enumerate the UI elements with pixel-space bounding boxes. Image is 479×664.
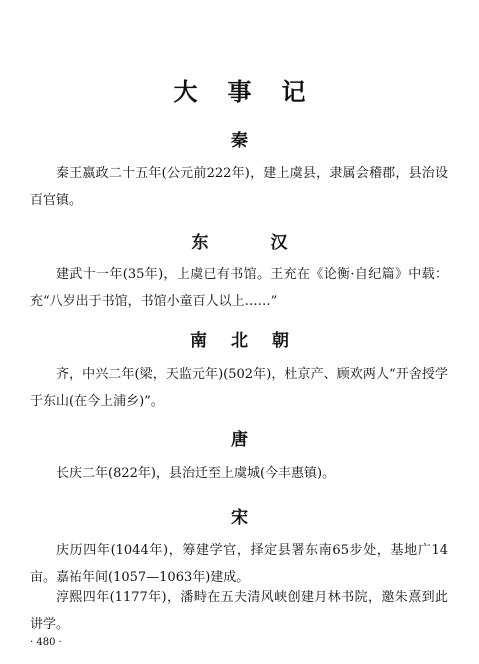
section-heading-song: 宋 bbox=[231, 508, 248, 528]
section-heading-qin: 秦 bbox=[231, 131, 248, 151]
paragraph-song-2: 淳熙四年(1177年)，潘畤在五夫清风峡创建月林书院，邀朱熹到此讲学。 bbox=[30, 590, 448, 632]
section-heading-nanbeichao: 南北朝 bbox=[190, 331, 313, 351]
paragraph-song-1: 庆历四年(1044年)，筹建学官，择定县署东南65步处，基地广14亩。嘉祐年间(1057—1063年)建成。 bbox=[30, 543, 448, 585]
paragraph-nanbeichao-1: 齐，中兴二年(梁，天监元年)(502年)，杜京产、顾欢两人“开舍授学于东山(在今上浦乡)”。 bbox=[30, 367, 448, 409]
paragraph-tang-1: 长庆二年(822年)，县治迁至上虞城(今丰惠镇)。 bbox=[56, 466, 336, 481]
paragraph-qin-1: 秦王嬴政二十五年(公元前222年)，建上虞县，隶属会稽郡，县治设百官镇。 bbox=[30, 166, 448, 208]
section-heading-donghan: 东汉 bbox=[191, 233, 350, 253]
section-heading-tang: 唐 bbox=[231, 430, 248, 450]
paragraph-donghan-1: 建武十一年(35年)，上虞已有书馆。王充在《论衡·自纪篇》中载：充“八岁出于书馆，书馆小童百人以上……” bbox=[30, 267, 448, 309]
page-title: 大事记 bbox=[173, 78, 336, 106]
page-number: · 480 · bbox=[30, 637, 62, 648]
